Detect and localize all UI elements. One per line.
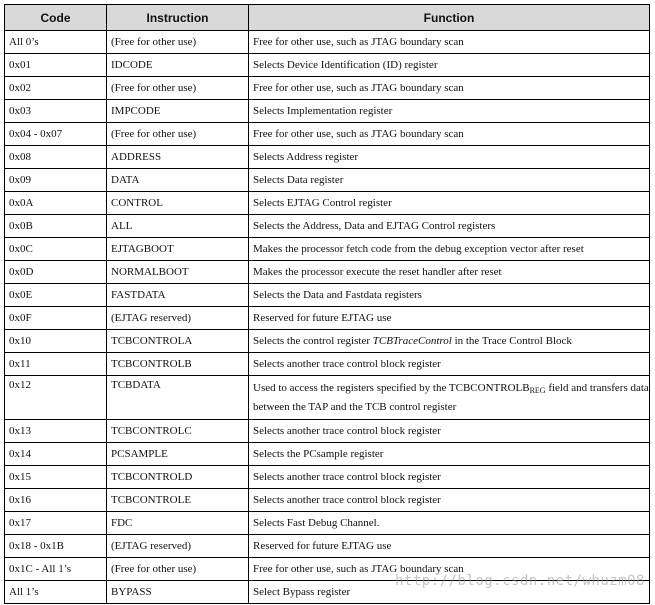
instruction-cell: (Free for other use) — [107, 31, 249, 54]
instruction-cell: BYPASS — [107, 581, 249, 604]
function-cell: Free for other use, such as JTAG boundary scan — [249, 77, 650, 100]
table-row — [5, 420, 650, 443]
instruction-cell: (Free for other use) — [107, 77, 249, 100]
table-row — [5, 376, 650, 420]
instruction-cell: TCBDATA — [107, 376, 249, 420]
function-cell: Selects Fast Debug Channel. — [249, 512, 650, 535]
table-row — [5, 307, 650, 330]
table-row — [5, 31, 650, 54]
instruction-cell: TCBCONTROLD — [107, 466, 249, 489]
table-row — [5, 146, 650, 169]
function-cell: Free for other use, such as JTAG boundary scan — [249, 31, 650, 54]
instruction-cell: PCSAMPLE — [107, 443, 249, 466]
instruction-cell: TCBCONTROLE — [107, 489, 249, 512]
instruction-cell: TCBCONTROLC — [107, 420, 249, 443]
function-cell: Reserved for future EJTAG use — [249, 307, 650, 330]
instruction-cell: CONTROL — [107, 192, 249, 215]
table-row — [5, 535, 650, 558]
table-row — [5, 512, 650, 535]
code-cell: 0x0D — [5, 261, 107, 284]
header-row — [5, 5, 650, 31]
code-cell: 0x13 — [5, 420, 107, 443]
function-cell: Selects another trace control block register — [249, 466, 650, 489]
code-cell: 0x0F — [5, 307, 107, 330]
function-cell: Selects another trace control block register — [249, 353, 650, 376]
table-row — [5, 123, 650, 146]
instruction-cell: ADDRESS — [107, 146, 249, 169]
function-text: Selects the control register — [253, 335, 373, 347]
function-cell: Selects Data register — [249, 169, 650, 192]
code-cell: 0x14 — [5, 443, 107, 466]
code-cell: All 1’s — [5, 581, 107, 604]
instruction-cell: TCBCONTROLA — [107, 330, 249, 353]
table-row — [5, 192, 650, 215]
ejtag-instruction-table — [4, 4, 650, 604]
function-cell: Selects EJTAG Control register — [249, 192, 650, 215]
code-cell: 0x0E — [5, 284, 107, 307]
code-cell: 0x15 — [5, 466, 107, 489]
code-cell: 0x09 — [5, 169, 107, 192]
function-cell — [249, 330, 650, 353]
code-cell: 0x10 — [5, 330, 107, 353]
instruction-cell: TCBCONTROLB — [107, 353, 249, 376]
instruction-cell: NORMALBOOT — [107, 261, 249, 284]
function-cell: Select Bypass register — [249, 581, 650, 604]
register-subscript: REG — [529, 385, 546, 395]
code-cell: 0x0B — [5, 215, 107, 238]
instruction-cell: FASTDATA — [107, 284, 249, 307]
instruction-cell: EJTAGBOOT — [107, 238, 249, 261]
function-text: field and transfers data between the TAP and the TCB control register — [253, 381, 649, 413]
table-row — [5, 215, 650, 238]
code-cell: 0x03 — [5, 100, 107, 123]
instruction-cell: IDCODE — [107, 54, 249, 77]
table-row — [5, 330, 650, 353]
function-text: in the Trace Control Block — [451, 335, 572, 347]
function-cell: Free for other use, such as JTAG boundary scan — [249, 558, 650, 581]
instruction-cell: DATA — [107, 169, 249, 192]
table-row — [5, 261, 650, 284]
instruction-cell: ALL — [107, 215, 249, 238]
function-cell: Selects another trace control block register — [249, 420, 650, 443]
function-text: Used to access the registers specified by the TCBCONTROLB — [253, 381, 530, 394]
code-cell: 0x17 — [5, 512, 107, 535]
code-cell: 0x1C - All 1’s — [5, 558, 107, 581]
instruction-cell: (Free for other use) — [107, 123, 249, 146]
code-cell: 0x08 — [5, 146, 107, 169]
table-row — [5, 169, 650, 192]
table-row — [5, 443, 650, 466]
table-row — [5, 284, 650, 307]
function-cell: Reserved for future EJTAG use — [249, 535, 650, 558]
code-cell: 0x04 - 0x07 — [5, 123, 107, 146]
code-cell: 0x01 — [5, 54, 107, 77]
function-cell: Free for other use, such as JTAG boundary scan — [249, 123, 650, 146]
table-row — [5, 77, 650, 100]
instruction-cell: IMPCODE — [107, 100, 249, 123]
code-cell: 0x18 - 0x1B — [5, 535, 107, 558]
column-header-instruction: Instruction — [107, 5, 249, 31]
code-cell: 0x12 — [5, 376, 107, 420]
instruction-cell: FDC — [107, 512, 249, 535]
column-header-code: Code — [5, 5, 107, 31]
code-cell: 0x16 — [5, 489, 107, 512]
function-cell: Selects the Data and Fastdata registers — [249, 284, 650, 307]
function-cell: Selects the Address, Data and EJTAG Control registers — [249, 215, 650, 238]
code-cell: 0x11 — [5, 353, 107, 376]
column-header-function: Function — [249, 5, 650, 31]
table-row — [5, 54, 650, 77]
code-cell: 0x0A — [5, 192, 107, 215]
code-cell: 0x02 — [5, 77, 107, 100]
function-cell: Selects Address register — [249, 146, 650, 169]
function-cell: Selects Implementation register — [249, 100, 650, 123]
code-cell: All 0’s — [5, 31, 107, 54]
function-cell: Makes the processor fetch code from the debug exception vector after reset — [249, 238, 650, 261]
register-name: TCBTraceControl — [372, 335, 452, 347]
function-cell: Selects another trace control block register — [249, 489, 650, 512]
instruction-cell: (EJTAG reserved) — [107, 535, 249, 558]
function-cell: Selects Device Identification (ID) register — [249, 54, 650, 77]
table-row — [5, 100, 650, 123]
code-cell: 0x0C — [5, 238, 107, 261]
table-row — [5, 238, 650, 261]
function-cell: Selects the PCsample register — [249, 443, 650, 466]
table-row — [5, 353, 650, 376]
table-row — [5, 489, 650, 512]
instruction-cell: (Free for other use) — [107, 558, 249, 581]
function-cell — [249, 376, 650, 420]
table-row — [5, 466, 650, 489]
watermark-url: http://blog.csdn.net/whuzm08 — [394, 573, 645, 589]
function-cell: Makes the processor execute the reset handler after reset — [249, 261, 650, 284]
instruction-cell: (EJTAG reserved) — [107, 307, 249, 330]
